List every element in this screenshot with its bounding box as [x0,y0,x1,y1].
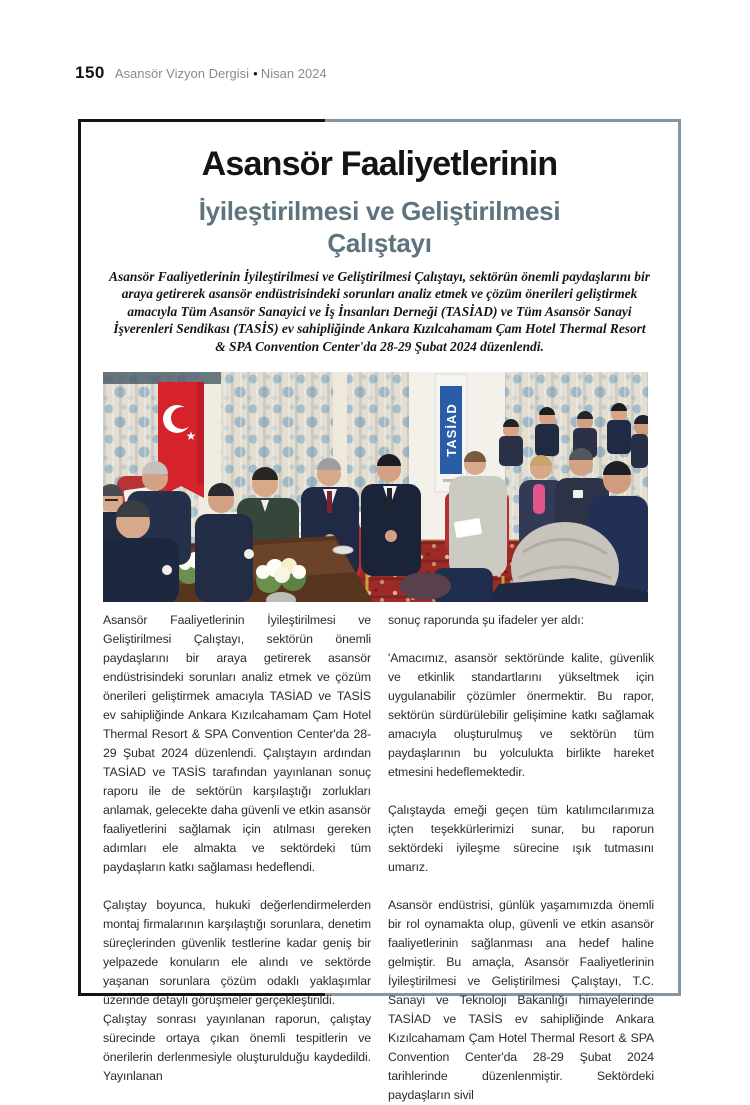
article-title: Asansör Faaliyetlerinin [201,145,558,183]
page-number: 150 [75,63,105,82]
tasiad-banner-label: TASİAD [444,403,459,457]
article-subtitle [78,195,681,259]
article-paragraph: 'Amacımız, asansör sektöründe kalite, güvenlik ve etkinlik standartlarını yükseltmek için uygulanabilir çözümler önermektir. Bu rapor, sektörün sürdürülebilir gelişimine katkı sağlamak amacıyla oluşturulmuş ve sektörün tüm paydaşlarının bu yolculukta birlikte hareket etmesini hedeflemektedir. [388,651,654,779]
article-column-left [103,611,371,1086]
issue-date: Nisan 2024 [260,66,327,81]
article-subtitle-line1: İyileştirilmesi ve Geliştirilmesi [198,196,561,226]
frame-border-top [78,119,681,122]
tasiad-banner [435,374,467,492]
article-paragraph: Asansör Faaliyetlerinin İyileştirilmesi ve Geliştirilmesi Çalıştayı, sektörün önemli paydaşlarını bir araya getirerek asansör endüstrisindeki sorunları analiz etmek ve çözüm önerileri geliştirmek amacıyla TASİAD ve TASİS ev sahipliğinde Ankara Kızılcahamam Çam Hotel Thermal Resort & SPA Convention Center'da 28-29 Şubat 2024 düzenlendi. Çalıştayın ardından TASİAD ve TASİS tarafından yayınlanan sonuç raporu ile de sektörün karşılaştığı zorlukları anlamak, gelecekte daha güvenli ve etkin asansör faaliyetlerini sağlamak için atılması gereken adımları ele almakta ve sektördeki tüm paydaşların katkı sağlaması hedeflendi. [103,613,371,874]
article-column-right [388,611,654,1105]
magazine-name: Asansör Vizyon Dergisi [114,66,250,81]
article-lead: Asansör Faaliyetlerinin İyileştirilmesi ve Geliştirilmesi Çalıştayı, sektörün önemli paydaşlarını bir araya getirerek asansör endüstrisindeki sorunları analiz etmek ve çözüm önerileri geliştirmek amacıyla Tüm Asansör Sanayici ve İş İnsanları Derneği (TASİAD) ve Tüm Asansör Sanayi İşverenleri Sendikası (TASİS) ev sahipliğinde Ankara Kızılcahamam Çam Hotel Thermal Resort & SPA Convention Center'da 28-29 Şubat 2024 düzenlendi. [109,269,650,354]
bullet-separator-icon: ● [253,69,258,78]
svg-text:★: ★ [185,429,197,443]
article-paragraph: Çalıştayda emeği geçen tüm katılımcılarımıza içten teşekkürlerimizi sunar, bu raporun sektördeki iyileşme sürecine ışık tutmasını umarız. [388,803,654,874]
magazine-meta [115,66,327,81]
article-frame [78,119,681,1102]
article-paragraph: sonuç raporunda şu ifadeler yer aldı: [388,613,584,627]
article-photo [103,372,648,602]
article-subtitle-line2: Çalıştayı [327,228,432,258]
article-paragraph: Çalıştay boyunca, hukuki değerlendirmelerden montaj firmalarının karşılaştığı sorunlara, denetim süreçlerinden güvenlik testlerine kadar geniş bir yelpazede konuların ele alındı ve sektörde yaşanan sorunlara çözüm odaklı yaklaşımlar üzerinde detaylı görüşmeler gerçekleştirildi. [103,898,371,1007]
article-paragraph: Çalıştay sonrası yayınlanan raporun, çalıştay sürecinde ortaya çıkan önemli tespitlerin ve önerilerin derlenmesiyle oluşturulduğu kaydedildi. Yayınlanan [103,1012,371,1083]
article-paragraph: Asansör endüstrisi, günlük yaşamımızda önemli bir rol oynamakta olup, güvenli ve etkin asansör faaliyetlerinin sağlanması ana hedef haline gelmiştir. Bu amaçla, Asansör Faaliyetlerinin İyileştirilmesi ve Geliştirilmesi Çalıştayı, T.C. Sanayi ve Teknoloji Bakanlığı himayelerinde TASİAD ve TASİS ev sahipliğinde Ankara Kızılcahamam Çam Hotel Thermal Resort & SPA Convention Center'da 28-29 Şubat 2024 tarihlerinde düzenlenmiştir. Sektördeki paydaşların sivil [388,898,654,1102]
page-header [75,63,327,83]
photo-illustration [103,372,648,602]
